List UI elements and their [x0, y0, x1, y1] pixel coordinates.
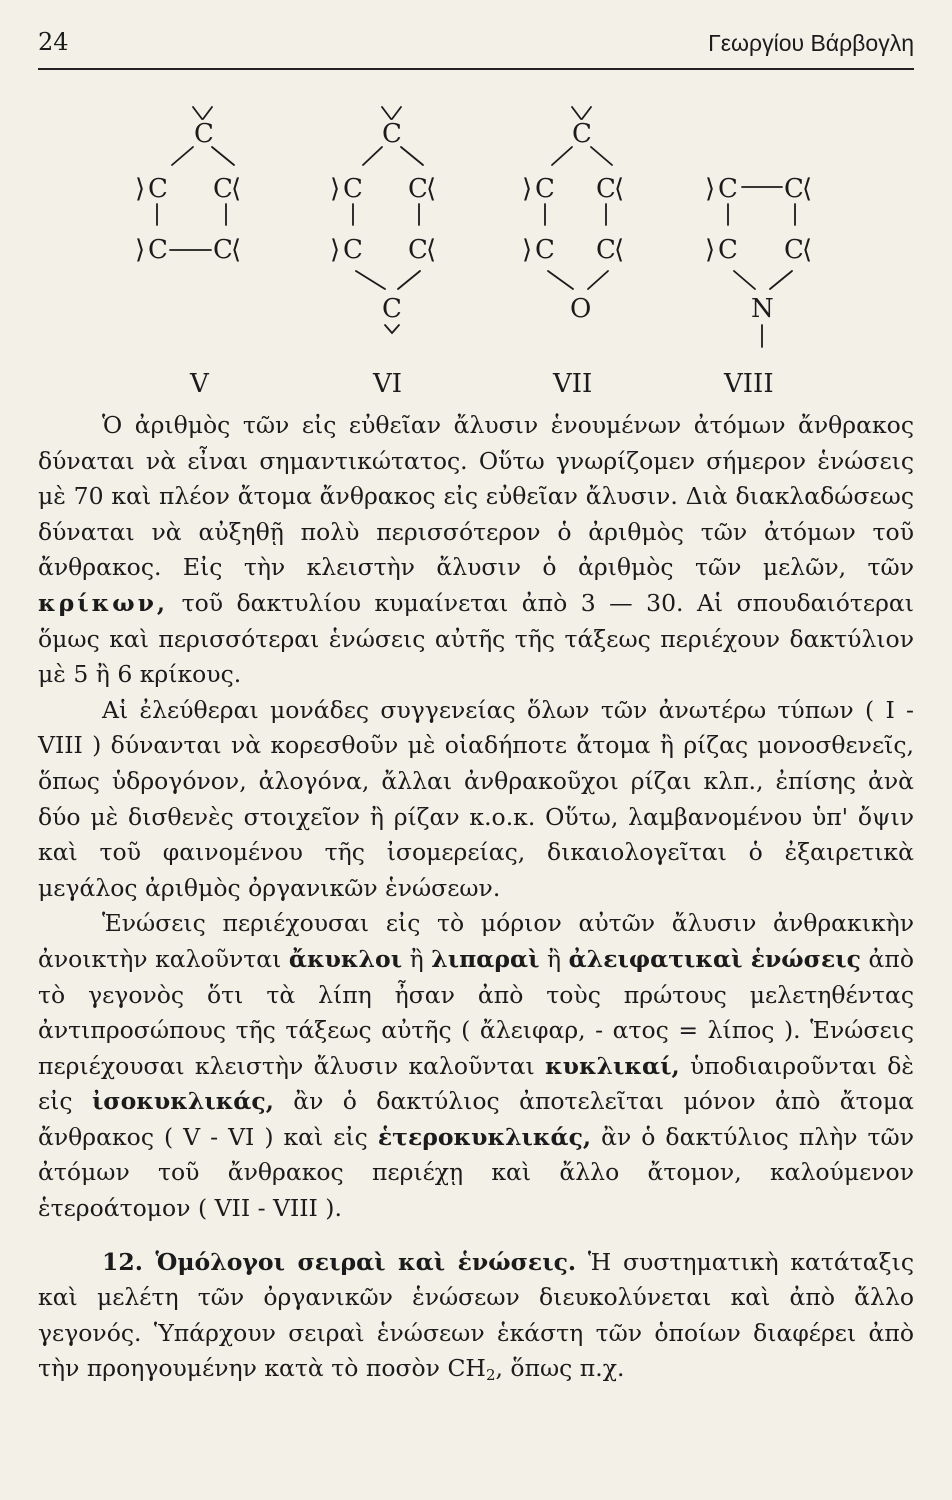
term-kyklikai: κυκλικαί,: [545, 1051, 680, 1080]
svg-text:⟨: ⟨: [231, 174, 242, 204]
svg-text:⟨: ⟨: [614, 174, 625, 204]
term-liparai: λιπαραὶ: [431, 944, 540, 973]
term-aleifatikai: ἀλειφατικαὶ ἑνώσεις: [568, 944, 861, 973]
svg-text:⟩: ⟩: [522, 235, 533, 265]
atom-c: C: [382, 119, 402, 149]
atom-c: C: [382, 294, 402, 324]
structural-formulas: [0, 95, 952, 405]
paragraph-1: Ὁ ἀριθμὸς τῶν εἰς εὐθεῖαν ἄλυσιν ἑνουμένων ἀτόμων ἄνθρακος δύναται νὰ εἶναι σημαντικώτατος. Οὕτω γνωρίζομεν σήμερον ἑνώσεις μὲ 70 καὶ πλέον ἄτομα ἄνθρακος εἰς εὐθεῖαν ἄλυσιν. Διὰ διακλαδώσεως δύναται νὰ αὐξηθῇ πολὺ περισσότερον ὁ ἀριθμὸς τῶν ἀτόμων τοῦ ἄνθρακος. Εἰς τὴν κλειστὴν ἄλυσιν ὁ ἀριθμὸς τῶν μελῶν, τῶν κρίκων, τοῦ δακτυλίου κυμαίνεται ἀπὸ 3 — 30. Αἱ σπουδαιότεραι ὅμως καὶ περισσότεραι ἑνώσεις αὐτῆς τῆς τάξεως περιέχουν δακτύλιον μὲ 5 ἢ 6 κρίκους.: [38, 411, 914, 689]
svg-text:⟨: ⟨: [426, 174, 437, 204]
body-text: [38, 408, 914, 1394]
atom-c: C: [784, 235, 804, 265]
term-krikon: κρίκων,: [38, 588, 169, 617]
atom-c: C: [572, 119, 592, 149]
page-number: 24: [38, 28, 69, 56]
running-title: Γεωργίου Βάρβογλη: [708, 30, 914, 56]
svg-text:⟨: ⟨: [426, 235, 437, 265]
formula-label-v: V: [190, 369, 209, 399]
svg-text:⟨: ⟨: [231, 235, 242, 265]
formula-label-vi: VI: [373, 369, 403, 399]
atom-c: C: [343, 235, 363, 265]
svg-text:⟩: ⟩: [705, 174, 716, 204]
atom-c: C: [343, 174, 363, 204]
paragraph-2: Αἱ ἐλεύθεραι μονάδες συγγενείας ὅλων τῶν ἀνωτέρω τύπων ( I - VIII ) δύνανται νὰ κορεσθοῦν μὲ οἱαδήποτε ἄτομα ἢ ρίζας μονοσθενεῖς, ὅπως ὑδρογόνον, ἀλογόνα, ἄλλαι ἀνθρακοῦχοι ρίζαι κλπ., ἐπίσης ἀνὰ δύο μὲ δισθενὲς στοιχεῖον ἢ ρίζαν κ.ο.κ. Οὕτω, λαμβανομένου ὑπ' ὄψιν καὶ τοῦ φαινομένου τῆς ἰσομερείας, δικαιολογεῖται ὁ ἐξαιρετικὰ μεγάλος ἀριθμὸς ὀργανικῶν ἑνώσεων.: [38, 695, 914, 902]
section-12: 12. Ὁμόλογοι σειραὶ καὶ ἑνώσεις. Ἡ συστηματικὴ κατάταξις καὶ μελέτη τῶν ὀργανικῶν ἑνώσεων διευκολύνεται καὶ ἀπὸ ἄλλο γεγονός. Ὑπάρχουν σειραὶ ἑνώσεων ἑκάστη τῶν ὁποίων διαφέρει ἀπὸ τὴν προηγουμένην κατὰ τὸ ποσὸν $CH_2$, ὅπως π.χ.: [38, 1247, 914, 1385]
svg-text:⟩: ⟩: [135, 235, 146, 265]
atom-c: C: [784, 174, 804, 204]
svg-text:⟩: ⟩: [522, 174, 533, 204]
atom-c: C: [194, 119, 214, 149]
svg-text:⟨: ⟨: [802, 174, 813, 204]
formula-label-vii: VII: [553, 369, 593, 399]
atom-c: C: [596, 235, 616, 265]
atom-c: C: [148, 235, 168, 265]
atom-c: C: [535, 174, 555, 204]
page-header: [38, 18, 914, 70]
svg-text:⟩: ⟩: [135, 174, 146, 204]
atom-c: C: [596, 174, 616, 204]
atom-c: C: [213, 174, 233, 204]
section-heading: 12. Ὁμόλογοι σειραὶ καὶ ἑνώσεις.: [102, 1247, 577, 1276]
paragraph-3: Ἑνώσεις περιέχουσαι εἰς τὸ μόριον αὐτῶν ἄλυσιν ἀνθρακικὴν ἀνοικτὴν καλοῦνται ἄκυκλοι ἢ λιπαραὶ ἢ ἀλειφατικαὶ ἑνώσεις ἀπὸ τὸ γεγονὸς ὅτι τὰ λίπη ἦσαν ἀπὸ τοὺς πρώτους μελετηθέντας ἀντιπροσώπους τῆς τάξεως αὐτῆς ( ἄλειφαρ, - ατος = λίπος ). Ἑνώσεις περιέχουσαι κλειστὴν ἄλυσιν καλοῦνται κυκλικαί, ὑποδιαιροῦνται δὲ εἰς ἰσοκυκλικάς, ἂν ὁ δακτύλιος ἀποτελεῖται μόνον ἀπὸ ἄτομα ἄνθρακος ( V - VI ) καὶ εἰς ἑτεροκυκλικάς, ἂν ὁ δακτύλιος πλὴν τῶν ἀτόμων τοῦ ἄνθρακος περιέχῃ καὶ ἄλλο ἄτομον, καλούμενον ἑτεροάτομον ( VII - VIII ).: [38, 909, 914, 1223]
svg-text:⟨: ⟨: [802, 235, 813, 265]
atom-c: C: [718, 174, 738, 204]
atom-o: O: [570, 294, 592, 324]
term-eterokyklikas: ἑτεροκυκλικάς,: [377, 1122, 592, 1151]
atom-c: C: [535, 235, 555, 265]
atom-n: N: [751, 294, 774, 324]
svg-text:⟩: ⟩: [705, 235, 716, 265]
term-isokyklikas: ἰσοκυκλικάς,: [91, 1087, 274, 1116]
atom-c: C: [408, 174, 428, 204]
svg-text:⟩: ⟩: [330, 235, 341, 265]
atom-c: C: [408, 235, 428, 265]
formula-ch2: $CH_2$: [447, 1354, 496, 1385]
svg-text:⟩: ⟩: [330, 174, 341, 204]
term-akykloi: ἄκυκλοι: [288, 944, 403, 973]
formula-label-viii: VIII: [724, 369, 774, 399]
atom-c: C: [718, 235, 738, 265]
atom-c: C: [148, 174, 168, 204]
svg-text:⟨: ⟨: [614, 235, 625, 265]
atom-c: C: [213, 235, 233, 265]
